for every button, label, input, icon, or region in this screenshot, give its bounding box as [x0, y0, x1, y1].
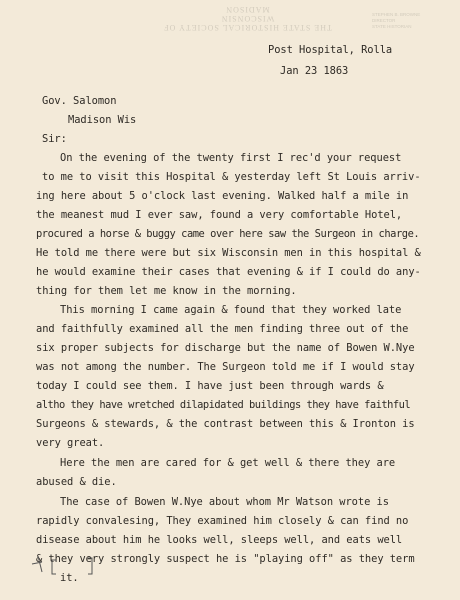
body-line: abused & die. — [36, 476, 117, 488]
body-line: This morning I came again & found that they worked late — [60, 304, 402, 316]
letterhead-stamp — [140, 5, 355, 32]
body-line: was not among the number. The Surgeon told me if I would stay — [36, 361, 415, 373]
corner-line: STEPHEN B. BROWNE — [372, 12, 421, 17]
letterhead-corner-text — [372, 12, 442, 30]
recipient-name: Gov. Salomon — [42, 95, 117, 107]
body-line: ing here about 5 o'clock last evening. Walked half a mile in — [36, 190, 409, 202]
body-line: to me to visit this Hospital & yesterday left St Louis arriv- — [42, 171, 421, 183]
stamp-line: THE STATE HISTORICAL SOCIETY OF WISCONSIN — [163, 14, 332, 32]
body-line: today I could see them. I have just been through wards & — [36, 380, 384, 392]
body-line: procured a horse & buggy came over here saw the Surgeon in charge. — [36, 228, 420, 240]
body-line: six proper subjects for discharge but the name of Bowen W.Nye — [36, 342, 415, 354]
body-line: Here the men are cared for & get well & there they are — [60, 457, 396, 469]
body-line: very great. — [36, 437, 105, 449]
body-line: He told me there were but six Wisconsin men in this hospital & — [36, 247, 421, 259]
recipient-location: Madison Wis — [68, 114, 137, 126]
corner-line: DIRECTOR — [372, 18, 396, 23]
body-line: disease about him he looks well, sleeps well, and eats well — [36, 534, 403, 546]
body-line: Surgeons & stewards, & the contrast between this & Ironton is — [36, 418, 415, 430]
body-line: The case of Bowen W.Nye about whom Mr Watson wrote is — [60, 496, 389, 508]
body-line: & they very strongly suspect he is "playing off" as they term — [36, 553, 415, 565]
body-line: rapidly convalesing, They examined him closely & can find no — [36, 515, 409, 527]
body-line: thing for them let me know in the morning. — [36, 285, 297, 297]
salutation: Sir: — [42, 133, 67, 145]
body-line: he would examine their cases that evening & if I could do any- — [36, 266, 421, 278]
body-line: it. — [60, 572, 79, 584]
body-line: the meanest mud I ever saw, found a very comfortable Hotel, — [36, 209, 403, 221]
body-line: On the evening of the twenty first I rec'd your request — [60, 152, 402, 164]
pencil-mark-icon — [28, 552, 108, 580]
body-line: altho they have wretched dilapidated buildings they have faithful — [36, 399, 411, 411]
corner-line: STATE HISTORIAN — [372, 24, 412, 29]
letter-place: Post Hospital, Rolla — [268, 44, 393, 56]
letter-date: Jan 23 1863 — [280, 65, 349, 77]
stamp-line: MADISON — [225, 5, 270, 14]
body-line: and faithfully examined all the men finding three out of the — [36, 323, 409, 335]
